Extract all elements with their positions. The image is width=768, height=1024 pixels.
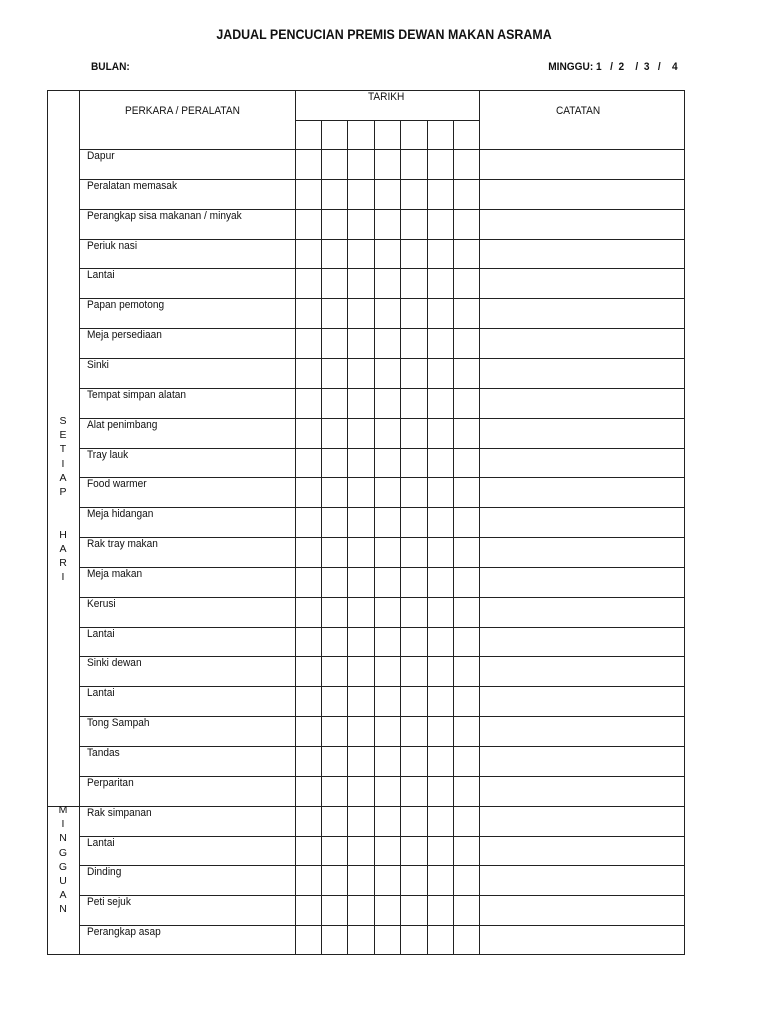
list-item: Perangkap asap [87,926,161,938]
list-item: Tray lauk [87,449,129,461]
section-letter: I [61,571,65,584]
row-divider [79,925,684,926]
list-item: Lantai [87,269,115,281]
section-letter: G [58,846,68,859]
section-letter: A [59,471,67,484]
row-divider [79,627,684,628]
list-item: Food warmer [87,478,147,490]
section-letter: H [59,528,67,541]
table-border-right [684,90,685,955]
list-item: Meja persediaan [87,329,162,341]
list-item: Peti sejuk [87,896,131,908]
section-letter: A [59,542,67,555]
list-item: Papan pemotong [87,299,165,311]
row-divider [79,239,684,240]
section-letter: M [58,804,68,816]
list-item: Dinding [87,866,122,878]
section-letter: I [61,457,65,470]
row-divider [79,448,684,449]
section-letter: P [59,486,67,499]
table-border-bottom [47,954,684,955]
row-divider [79,895,684,896]
bulan-label: BULAN: [91,61,130,73]
list-item: Periuk nasi [87,240,138,252]
section-letter: T [59,443,67,456]
list-item: Rak simpanan [87,807,152,819]
row-divider [79,358,684,359]
list-item: Dapur [87,150,115,162]
section-letter [47,499,79,513]
section-label-setiap-hari [47,414,79,584]
table-border-top [47,90,684,91]
notes-column-divider [479,90,480,954]
list-item: Meja hidangan [87,508,154,520]
section-column-divider [79,90,80,954]
header-tarikh: TARIKH [368,91,405,103]
list-item: Meja makan [87,568,143,580]
list-item: Lantai [87,687,115,699]
list-item: Kerusi [87,598,116,610]
section-label-mingguan [47,803,79,917]
section-letter: R [59,557,67,570]
row-divider [79,268,684,269]
list-item: Sinki [87,359,109,371]
row-divider [79,567,684,568]
minggu-label: MINGGU: 1 / 2 / 3 / 4 [548,61,678,73]
list-item: Perparitan [87,777,134,789]
row-divider [79,418,684,419]
row-divider [79,477,684,478]
list-item: Tempat simpan alatan [87,389,187,401]
row-divider [79,806,684,807]
row-divider [79,149,684,150]
row-divider [79,597,684,598]
date-header-divider [295,120,479,121]
row-divider [79,865,684,866]
row-divider [79,298,684,299]
section-letter: N [59,832,67,845]
section-letter: U [59,875,67,888]
header-catatan: CATATAN [556,105,601,117]
row-divider [79,656,684,657]
section-letter: G [58,860,68,873]
section-letter [47,513,79,527]
list-item: Tong Sampah [87,717,150,729]
list-item: Sinki dewan [87,657,142,669]
list-item: Lantai [87,628,115,640]
list-item: Rak tray makan [87,538,158,550]
section-letter: I [61,818,65,831]
list-item: Peralatan memasak [87,180,178,192]
section-letter: S [59,415,67,427]
row-divider [79,328,684,329]
list-item: Tandas [87,747,120,759]
row-divider [79,836,684,837]
item-column-divider [295,90,296,954]
list-item: Lantai [87,837,115,849]
list-item: Alat penimbang [87,419,158,431]
row-divider [79,716,684,717]
section-letter: A [59,889,67,902]
row-divider [79,537,684,538]
row-divider [79,746,684,747]
row-divider [79,686,684,687]
row-divider [79,507,684,508]
section-letter: E [59,429,67,442]
section-letter: N [59,903,67,916]
header-perkara: PERKARA / PERALATAN [125,105,240,117]
list-item: Perangkap sisa makanan / minyak [87,210,242,222]
page-title: JADUAL PENCUCIAN PREMIS DEWAN MAKAN ASRAMA [216,27,552,42]
row-divider [79,776,684,777]
